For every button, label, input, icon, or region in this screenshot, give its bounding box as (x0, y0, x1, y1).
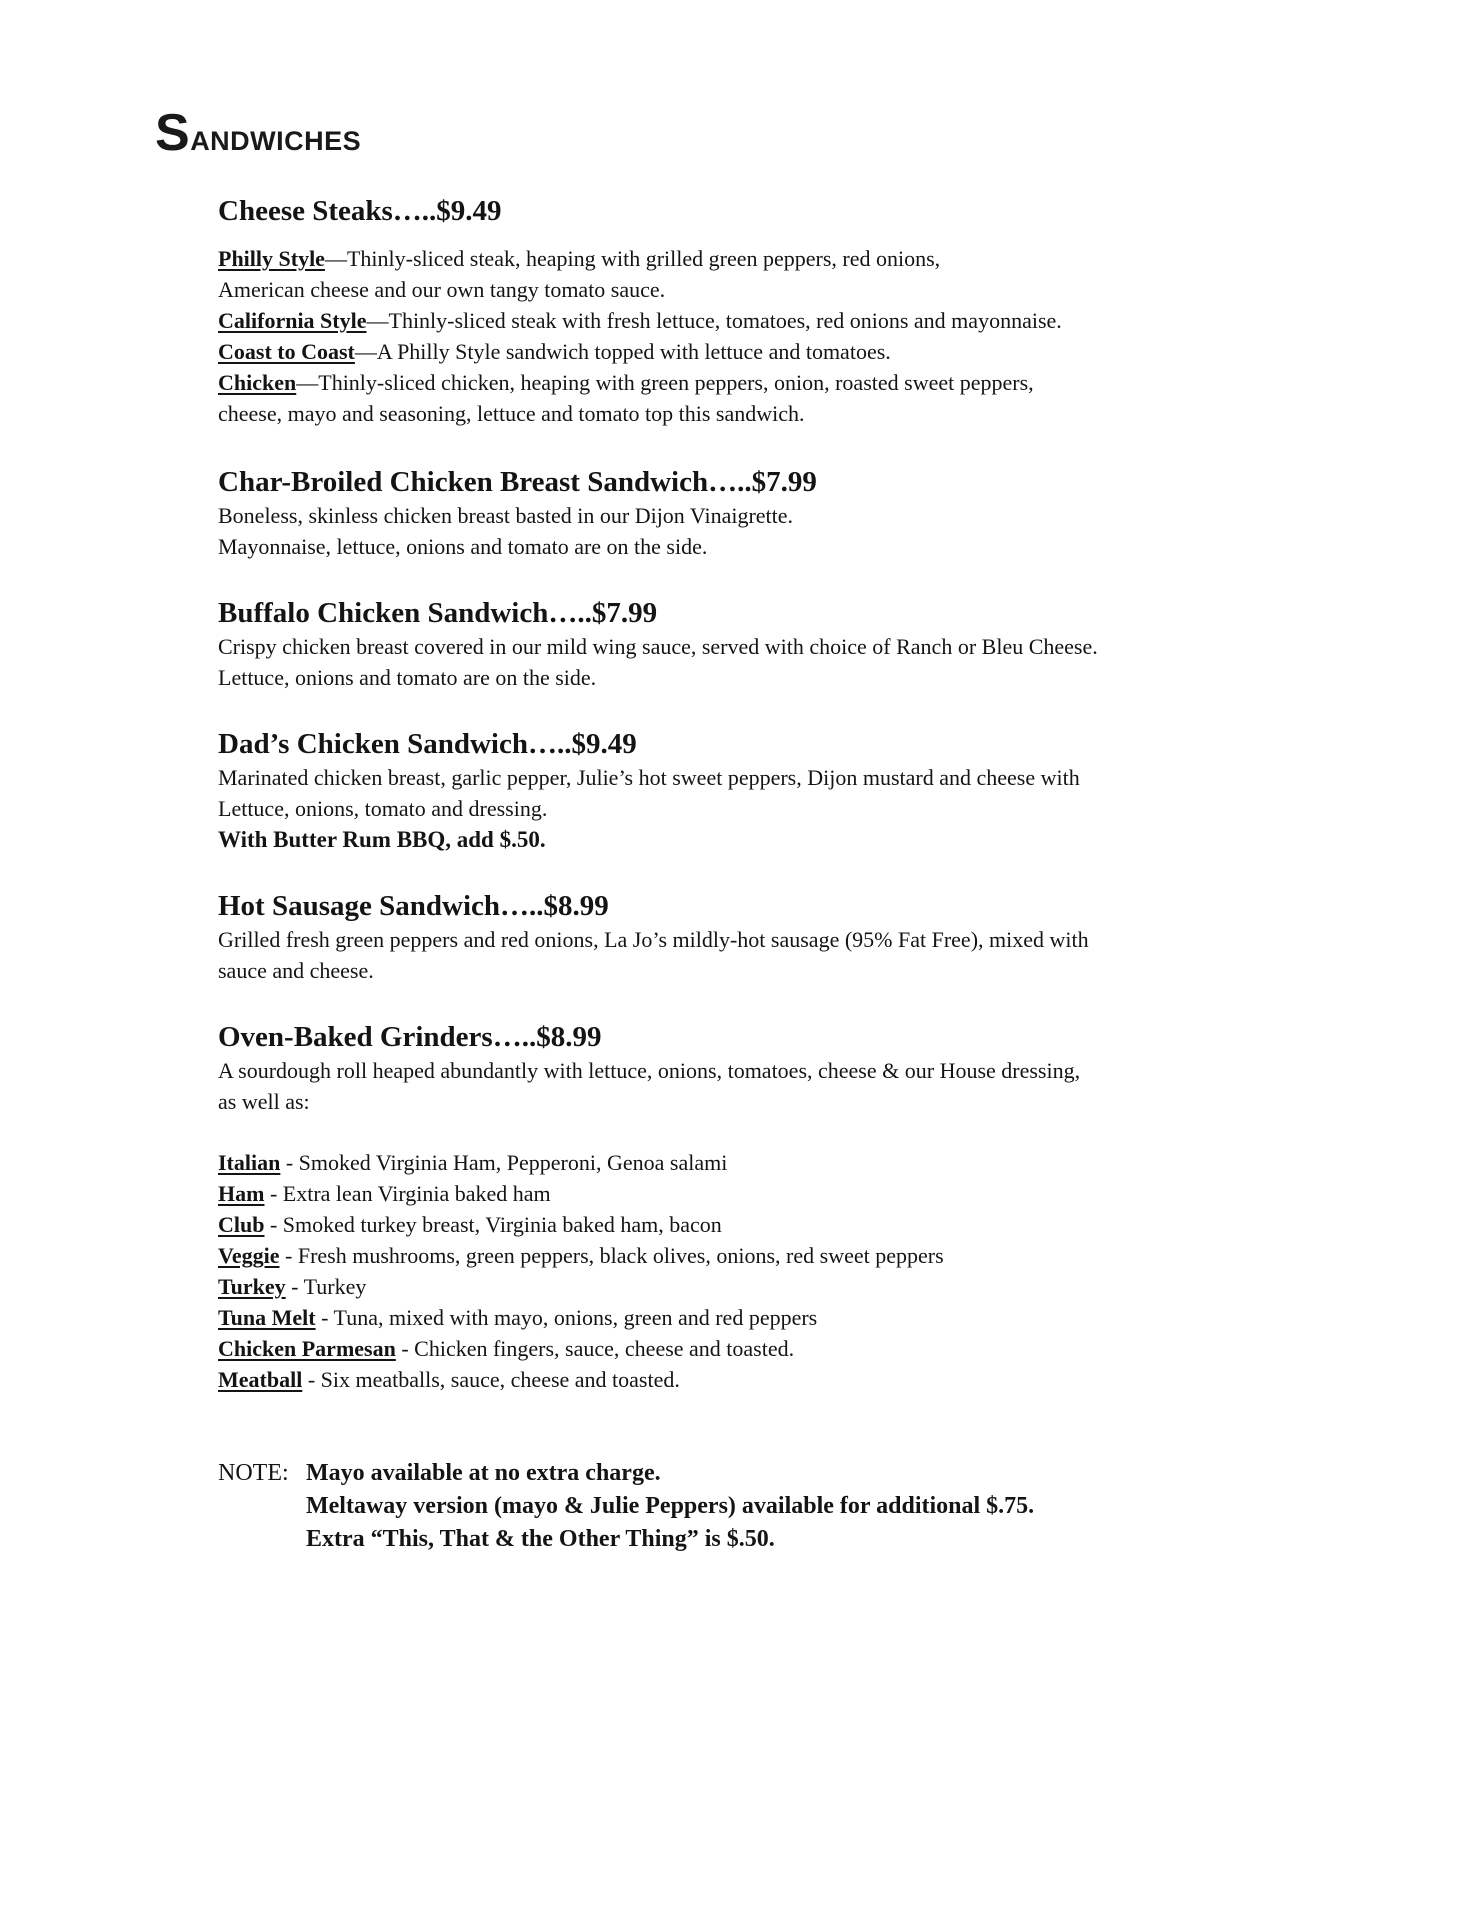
section-dads-chicken (218, 726, 1358, 855)
item-description: cheese, mayo and seasoning, lettuce and tomato top this sandwich. (218, 401, 805, 426)
list-item: Italian - Smoked Virginia Ham, Pepperoni, Genoa salami (218, 1150, 728, 1175)
section-description: Marinated chicken breast, garlic pepper, Julie’s hot sweet peppers, Dijon mustard and cheese with Lettuce, onions, tomato and dressing. (218, 765, 1080, 821)
section-heading: Char-Broiled Chicken Breast Sandwich…..$7.99 (218, 466, 817, 498)
note-block (218, 1457, 1358, 1556)
section-cheese-steaks (218, 193, 1358, 429)
list-item: Tuna Melt - Tuna, mixed with mayo, onions, green and red peppers (218, 1305, 818, 1330)
section-heading: Hot Sausage Sandwich…..$8.99 (218, 890, 609, 922)
note-line: Meltaway version (mayo & Julie Peppers) available for additional $.75. (306, 1493, 1035, 1519)
note-line: Mayo available at no extra charge. (306, 1460, 661, 1486)
item-description: Thinly-sliced steak with fresh lettuce, tomatoes, red onions and mayonnaise. (388, 308, 1062, 333)
addon-option: With Butter Rum BBQ, add $.50. (218, 827, 546, 852)
page-title: Sandwiches (155, 104, 362, 162)
list-item: Turkey - Turkey (218, 1274, 367, 1299)
list-item: Ham - Extra lean Virginia baked ham (218, 1181, 551, 1206)
section-hot-sausage (218, 888, 1358, 986)
section-grinders (218, 1019, 1358, 1395)
section-description: A sourdough roll heaped abundantly with lettuce, onions, tomatoes, cheese & our House dressing, as well as: (218, 1058, 1081, 1114)
item-description: Thinly-sliced steak, heaping with grilled green peppers, red onions, (346, 246, 941, 271)
section-heading: Cheese Steaks…..$9.49 (218, 195, 502, 227)
list-item: Veggie - Fresh mushrooms, green peppers, black olives, onions, red sweet peppers (218, 1243, 944, 1268)
list-item: Club - Smoked turkey breast, Virginia baked ham, bacon (218, 1212, 722, 1237)
item-description: A Philly Style sandwich topped with lettuce and tomatoes. (376, 339, 891, 364)
item-name: Philly Style (218, 246, 325, 271)
list-item: Chicken Parmesan - Chicken fingers, sauce, cheese and toasted. (218, 1336, 795, 1361)
item-name: Coast to Coast (218, 339, 355, 364)
section-heading: Buffalo Chicken Sandwich…..$7.99 (218, 597, 658, 629)
section-description: Boneless, skinless chicken breast basted in our Dijon Vinaigrette. Mayonnaise, lettuce, onions and tomato are on the side. (218, 503, 794, 559)
menu-content (218, 193, 1358, 1556)
item-california-style: California Style—Thinly-sliced steak with fresh lettuce, tomatoes, red onions and mayonnaise. (218, 308, 1062, 333)
item-name: Chicken (218, 370, 297, 395)
note-label: NOTE: (218, 1460, 289, 1486)
list-item: Meatball - Six meatballs, sauce, cheese and toasted. (218, 1367, 680, 1392)
item-name: California Style (218, 308, 367, 333)
section-buffalo (218, 595, 1358, 693)
item-coast-to-coast: Coast to Coast—A Philly Style sandwich topped with lettuce and tomatoes. (218, 339, 891, 364)
grinder-list (218, 1147, 1358, 1395)
note-line: Extra “This, That & the Other Thing” is $.50. (306, 1526, 775, 1552)
item-description: American cheese and our own tangy tomato sauce. (218, 277, 666, 302)
item-description: Thinly-sliced chicken, heaping with green peppers, onion, roasted sweet peppers, (318, 370, 1034, 395)
section-char-broiled (218, 464, 1358, 562)
section-description: Crispy chicken breast covered in our mild wing sauce, served with choice of Ranch or Bleu Cheese. Lettuce, onions and tomato are on the side. (218, 634, 1098, 690)
section-heading: Oven-Baked Grinders…..$8.99 (218, 1021, 602, 1053)
item-chicken: Chicken—Thinly-sliced chicken, heaping with green peppers, onion, roasted sweet peppers, cheese, mayo and seasoning, lettuce and tomato top this sandwich. (218, 367, 1358, 429)
section-heading: Dad’s Chicken Sandwich…..$9.49 (218, 728, 637, 760)
item-philly-style: Philly Style—Thinly-sliced steak, heaping with grilled green peppers, red onions, American cheese and our own tangy tomato sauce. (218, 243, 1358, 305)
section-description: Grilled fresh green peppers and red onions, La Jo’s mildly-hot sausage (95% Fat Free), mixed with sauce and cheese. (218, 927, 1089, 983)
